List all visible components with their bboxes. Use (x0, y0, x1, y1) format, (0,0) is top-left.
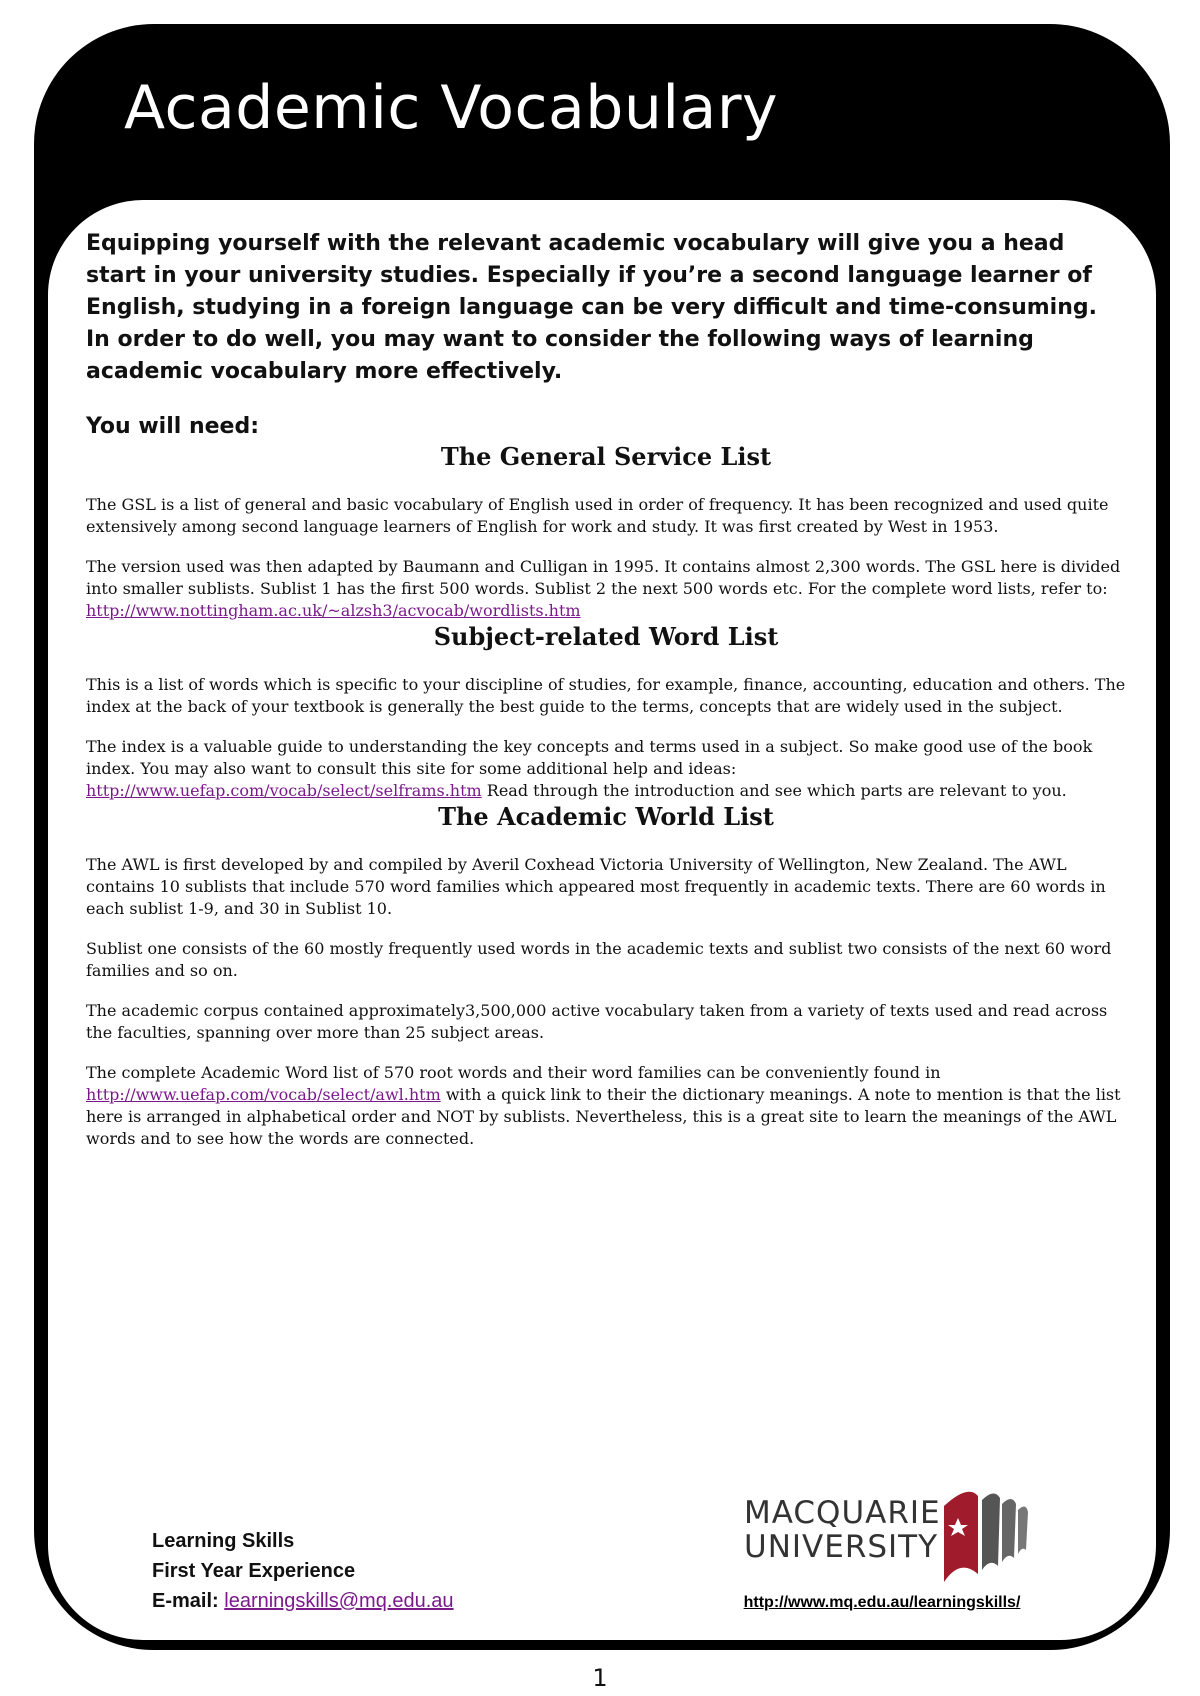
gsl-paragraph-1: The GSL is a list of general and basic vocabulary of English used in order of frequency. It has been recognized and used quite extensively among second language learners of English for work and study. It was first created by West in 1953. (86, 495, 1109, 536)
subject-paragraph-2-text: The index is a valuable guide to understanding the key concepts and terms used in a subject. So make good use of the book index. You may also want to consult this site for some additional help and ideas: (86, 737, 1093, 778)
awl-paragraph-4 (86, 1062, 1126, 1150)
gsl-heading: The General Service List (440, 442, 772, 471)
gsl-paragraph-2-text: The version used was then adapted by Baumann and Culligan in 1995. It contains almost 2,300 words. The GSL here is divided into smaller sublists. Sublist 1 has the first 500 words. Sublist 2 the next 500 words etc. For the complete word lists, refer to: (86, 557, 1121, 598)
page-title: Academic Vocabulary (124, 73, 779, 143)
logo-wordmark (744, 1495, 941, 1565)
logo-line-1: MACQUARIE (744, 1495, 941, 1531)
subject-paragraph-1: This is a list of words which is specific to your discipline of studies, for example, finance, accounting, education and others. The index at the back of your textbook is generally the best guide to the terms, concepts that are widely used in the subject. (86, 675, 1126, 716)
subject-paragraph-2 (86, 736, 1126, 802)
footer-contact (152, 1526, 454, 1616)
subject-heading: Subject-related Word List (433, 622, 779, 651)
main-content (86, 228, 1126, 1150)
awl-heading: The Academic World List (438, 802, 774, 831)
footer-unit: Learning Skills (152, 1530, 295, 1552)
you-will-need-label: You will need: (86, 414, 260, 439)
page-number: 1 (592, 1664, 608, 1692)
awl-paragraph-1: The AWL is first developed by and compiled by Averil Coxhead Victoria University of Wellington, New Zealand. The AWL contains 10 sublists that include 570 word families which appeared most frequently in academic texts. There are 60 words in each sublist 1-9, and 30 in Sublist 10. (86, 855, 1106, 918)
gsl-paragraph-2 (86, 556, 1126, 622)
awl-paragraph-2: Sublist one consists of the 60 mostly frequently used words in the academic texts and sublist two consists of the next 60 word families and so on. (86, 939, 1112, 980)
lighthouse-emblem-icon (938, 1478, 1030, 1590)
awl-paragraph-4-text: The complete Academic Word list of 570 root words and their word families can be conveniently found in (86, 1063, 941, 1082)
learning-skills-site-link[interactable]: http://www.mq.edu.au/learningskills/ (743, 1594, 1021, 1611)
awl-paragraph-3: The academic corpus contained approximately3,500,000 active vocabulary taken from a variety of texts used and read across the faculties, spanning over more than 25 subject areas. (86, 1001, 1108, 1042)
subject-paragraph-2-tail: Read through the introduction and see which parts are relevant to you. (481, 781, 1067, 800)
footer-program: First Year Experience (152, 1560, 356, 1582)
uefap-awl-link[interactable]: http://www.uefap.com/vocab/select/awl.htm (86, 1085, 441, 1104)
email-link[interactable]: learningskills@mq.edu.au (224, 1590, 454, 1612)
awl-paragraph-4-tail: with a quick link to their the dictionary meanings. A note to mention is that the list here is arranged in alphabetical order and NOT by sublists. Nevertheless, this is a great site to learn the meanings of the AWL words and to see how the words are connected. (86, 1085, 1121, 1148)
university-logo (744, 1478, 1034, 1590)
logo-line-2: UNIVERSITY (744, 1529, 939, 1565)
email-label: E-mail: (152, 1590, 225, 1612)
gsl-wordlists-link[interactable]: http://www.nottingham.ac.uk/~alzsh3/acvocab/wordlists.htm (86, 601, 581, 620)
footer-email-row (152, 1586, 454, 1616)
uefap-selframs-link[interactable]: http://www.uefap.com/vocab/select/selframs.htm (86, 781, 482, 800)
intro-paragraph: Equipping yourself with the relevant academic vocabulary will give you a head start in your university studies. Especially if you’re a second language learner of English, studying in a foreign language can be very difficult and time-consuming. In order to do well, you may want to consider the following ways of learning academic vocabulary more effectively. (86, 231, 1097, 384)
